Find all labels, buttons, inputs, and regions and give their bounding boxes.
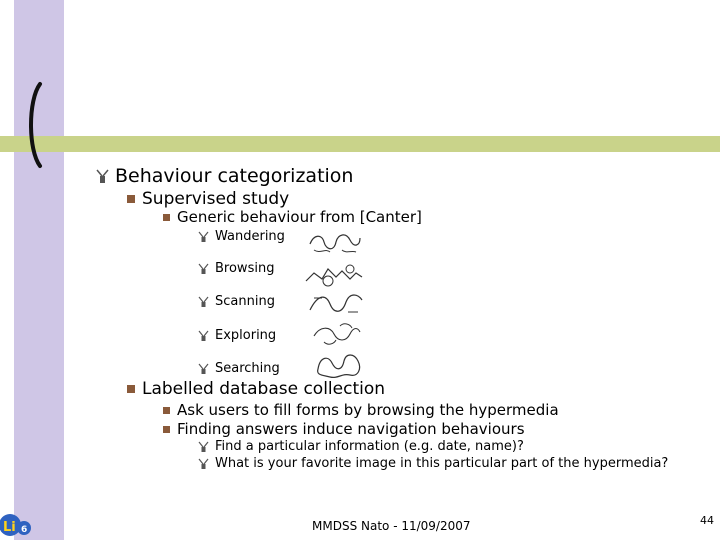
outline-text: Browsing — [215, 261, 275, 276]
outline-item-find-information — [198, 439, 524, 454]
searching-sketch-image — [314, 349, 364, 381]
outline-item-labelled-database — [126, 379, 385, 399]
pin-bullet-icon — [198, 330, 209, 342]
outline-item-finding-answers — [162, 420, 525, 438]
outline-item-ask-users — [162, 401, 559, 419]
outline-item-scanning — [198, 294, 275, 309]
outline-text: Behaviour categorization — [115, 165, 354, 187]
outline-text: Finding answers induce navigation behaviours — [177, 420, 525, 438]
lip6-logo — [0, 510, 34, 540]
outline-text: Find a particular information (e.g. date, name)? — [215, 439, 524, 454]
pin-bullet-icon — [198, 296, 209, 308]
square-bullet-icon — [126, 194, 136, 204]
slide-footer: MMDSS Nato - 11/09/2007 — [312, 519, 471, 533]
outline-text: Ask users to fill forms by browsing the hypermedia — [177, 401, 559, 419]
wandering-sketch-image — [306, 230, 364, 256]
outline-item-generic-behaviour — [162, 208, 422, 226]
outline-item-supervised-study — [126, 189, 289, 209]
square-bullet-icon — [162, 406, 171, 415]
outline-text: Exploring — [215, 328, 277, 343]
scanning-sketch-image — [308, 290, 364, 318]
outline-item-browsing — [198, 261, 274, 276]
outline-text: Scanning — [215, 294, 275, 309]
browsing-sketch-image — [304, 263, 364, 289]
pin-bullet-icon — [198, 363, 209, 375]
outline-text: Searching — [215, 361, 280, 376]
outline-item-searching — [198, 361, 280, 376]
pin-bullet-icon — [198, 458, 209, 470]
outline-item-exploring — [198, 328, 276, 343]
outline-item-behaviour-categorization — [96, 165, 353, 187]
page-number: 44 — [700, 514, 714, 527]
outline-text: Wandering — [215, 229, 285, 244]
logo-text: Li — [3, 520, 16, 535]
pin-bullet-icon — [198, 441, 209, 453]
pin-bullet-icon — [198, 231, 209, 243]
outline-text: Labelled database collection — [142, 379, 386, 399]
outline-item-wandering — [198, 229, 285, 244]
decorative-accent-bar — [0, 136, 720, 152]
outline-item-favorite-image — [198, 456, 668, 471]
pin-bullet-icon — [96, 169, 109, 184]
pin-bullet-icon — [198, 263, 209, 275]
svg-text:6: 6 — [21, 525, 28, 535]
decorative-bracket — [18, 80, 48, 170]
exploring-sketch-image — [310, 320, 362, 348]
outline-text: What is your favorite image in this particular part of the hypermedia? — [215, 456, 669, 471]
square-bullet-icon — [162, 213, 171, 222]
square-bullet-icon — [126, 384, 136, 394]
square-bullet-icon — [162, 425, 171, 434]
outline-text: Generic behaviour from [Canter] — [177, 208, 422, 226]
outline-text: Supervised study — [142, 189, 290, 209]
